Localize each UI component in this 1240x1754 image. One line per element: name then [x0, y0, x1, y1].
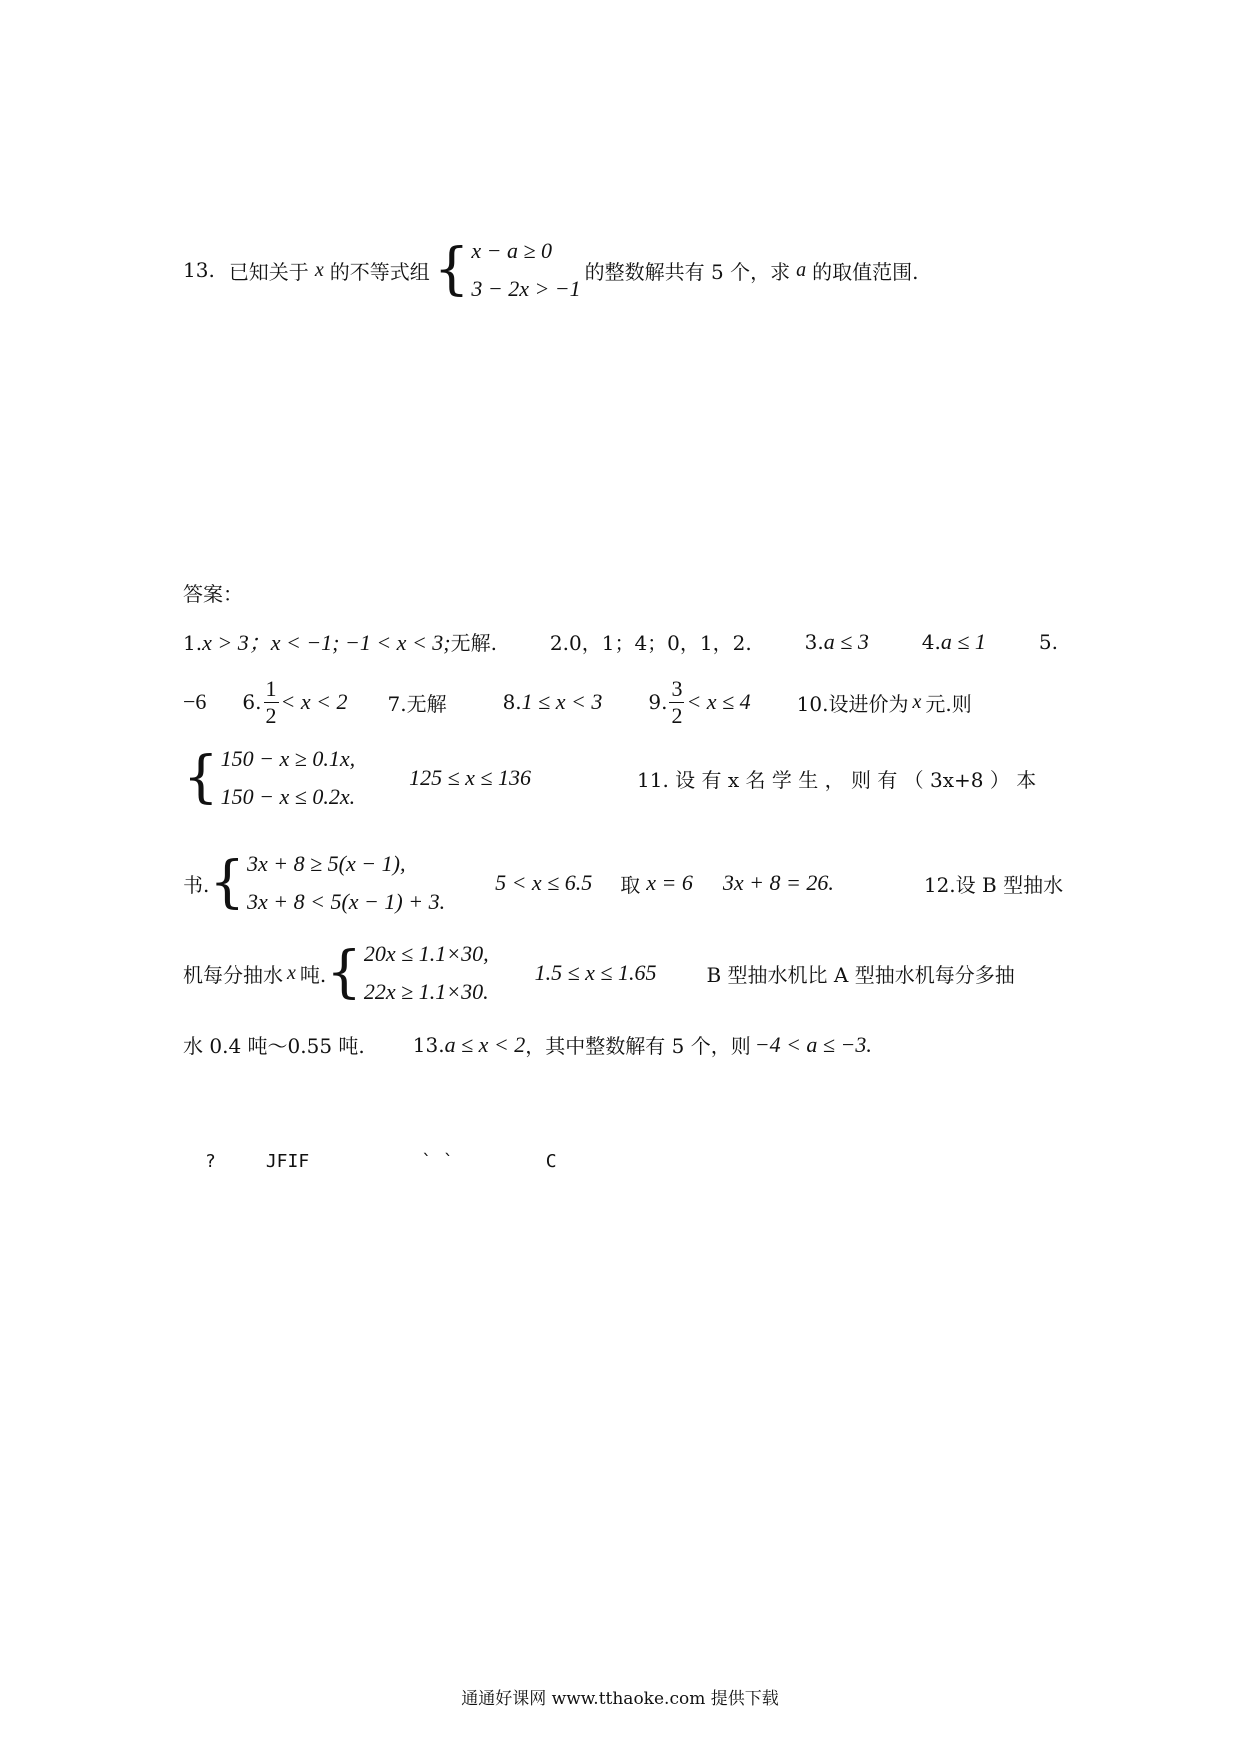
- fraction-numerator: 1: [265, 675, 277, 701]
- answer-6-math: < x < 2: [280, 689, 348, 714]
- answer-11-take: 取: [620, 872, 641, 897]
- artifact-question: ?: [205, 1151, 216, 1172]
- answer-12-text-1: 机每分抽水: [183, 962, 283, 987]
- answer-line-5: [183, 933, 1015, 1013]
- answer-12-intro: 12.设 B 型抽水: [923, 872, 1064, 897]
- brace-icon: {: [183, 745, 219, 810]
- answer-8-math: 1 ≤ x < 3: [521, 689, 603, 714]
- answer-10-var: x: [912, 690, 922, 713]
- answer-4-math: a ≤ 1: [940, 628, 986, 654]
- answer-12-tail: 水 0.4 吨～0.55 吨.: [183, 1034, 365, 1058]
- answer-11-equation: 3x + 8 = 26.: [722, 870, 834, 895]
- answer-10-text-1: 10.设进价为: [796, 691, 909, 716]
- answer-9-math: < x ≤ 4: [686, 689, 751, 714]
- answer-12-conclusion: B 型抽水机比 A 型抽水机每分多抽: [706, 962, 1015, 987]
- answer-13-math: a ≤ x < 2: [444, 1031, 526, 1057]
- answer-3-label: 3.: [804, 629, 824, 654]
- answer-12-system: [326, 935, 488, 1011]
- artifact-c: C: [545, 1151, 557, 1172]
- artifact-ticks: ` `: [421, 1151, 454, 1172]
- answer-3-math: a ≤ 3: [823, 628, 869, 654]
- answer-11-prefix: 书.: [183, 872, 210, 897]
- fraction-numerator: 3: [671, 675, 683, 701]
- brace-icon: {: [326, 940, 362, 1005]
- problem-text-2: 的不等式组: [329, 259, 430, 284]
- fraction-denominator: 2: [265, 702, 277, 728]
- answer-6-label: 6.: [242, 690, 262, 714]
- problem-text-1: 已知关于: [228, 259, 309, 284]
- system-row-2: 22x ≥ 1.1×30.: [363, 979, 489, 1004]
- answer-10-text-2: 元.则: [925, 691, 972, 716]
- problem-text-4: 的取值范围.: [812, 259, 919, 284]
- system-row-1: 20x ≤ 1.1×30,: [363, 941, 489, 966]
- answer-1-math: x > 3；x < −1; −1 < x < 3;: [202, 630, 451, 655]
- answer-1-text: 无解.: [450, 631, 497, 655]
- answers-heading: [183, 578, 243, 607]
- brace-icon: {: [433, 237, 470, 302]
- answers-heading-text: 答案：: [183, 582, 243, 606]
- answer-line-6: [183, 1030, 872, 1059]
- system-row-1: 150 − x ≥ 0.1x,: [220, 746, 356, 771]
- var-a: a: [796, 258, 807, 281]
- answer-12-text-2: 吨.: [299, 962, 327, 987]
- problem-number: 13.: [183, 258, 215, 282]
- system-row-1: x − a ≥ 0: [471, 238, 553, 263]
- answer-4-label: 4.: [921, 629, 941, 654]
- answer-line-3: [183, 738, 1036, 818]
- problem-13: [183, 232, 918, 308]
- artifact-line: [205, 1151, 557, 1172]
- answer-line-4: [183, 838, 1063, 928]
- answer-5-value: −6: [183, 689, 207, 714]
- system-row-2: 150 − x ≤ 0.2x.: [220, 784, 356, 809]
- answer-2: 2.0，1；4；0，1，2.: [549, 631, 752, 655]
- answer-11-range: 5 < x ≤ 6.5: [495, 870, 593, 895]
- answer-7: 7.无解: [387, 691, 447, 716]
- var-x: x: [314, 258, 324, 281]
- inequality-system: [434, 232, 581, 308]
- problem-text-3: 的整数解共有 5 个，求: [584, 259, 791, 284]
- answer-5-label: 5.: [1038, 629, 1058, 654]
- answer-11: 11. 设 有 x 名 学 生 ， 则 有 （ 3x+8 ） 本: [637, 767, 1037, 792]
- answer-13-label: 13.: [412, 1032, 445, 1057]
- answer-13-range: −4 < a ≤ −3.: [754, 1031, 872, 1057]
- answer-1-label: 1.: [183, 631, 203, 655]
- answer-line-2: [183, 672, 972, 732]
- footer-text: 通通好课网 www.tthaoke.com 提供下载: [461, 1689, 779, 1709]
- answer-13-text: ，其中整数解有 5 个，则: [525, 1034, 751, 1058]
- artifact-jfif: JFIF: [265, 1151, 310, 1172]
- answer-8-label: 8.: [502, 690, 522, 714]
- answer-12-result: 1.5 ≤ x ≤ 1.65: [534, 960, 657, 985]
- system-row-2: 3 − 2x > −1: [471, 276, 581, 301]
- page-footer: [0, 1684, 1240, 1709]
- answer-10-system: [183, 740, 355, 816]
- answer-9-fraction: [669, 676, 684, 729]
- system-row-1: 3x + 8 ≥ 5(x − 1),: [247, 851, 406, 876]
- answer-9-label: 9.: [648, 690, 668, 714]
- answer-line-1: [183, 626, 1058, 657]
- answer-6-fraction: [264, 676, 279, 729]
- fraction-denominator: 2: [671, 702, 683, 728]
- answer-10-result: 125 ≤ x ≤ 136: [409, 765, 532, 790]
- system-row-2: 3x + 8 < 5(x − 1) + 3.: [247, 889, 446, 914]
- brace-icon: {: [209, 850, 245, 915]
- answer-11-system: [209, 845, 445, 921]
- answer-11-take-math: x = 6: [646, 870, 693, 895]
- answer-12-var: x: [287, 961, 296, 984]
